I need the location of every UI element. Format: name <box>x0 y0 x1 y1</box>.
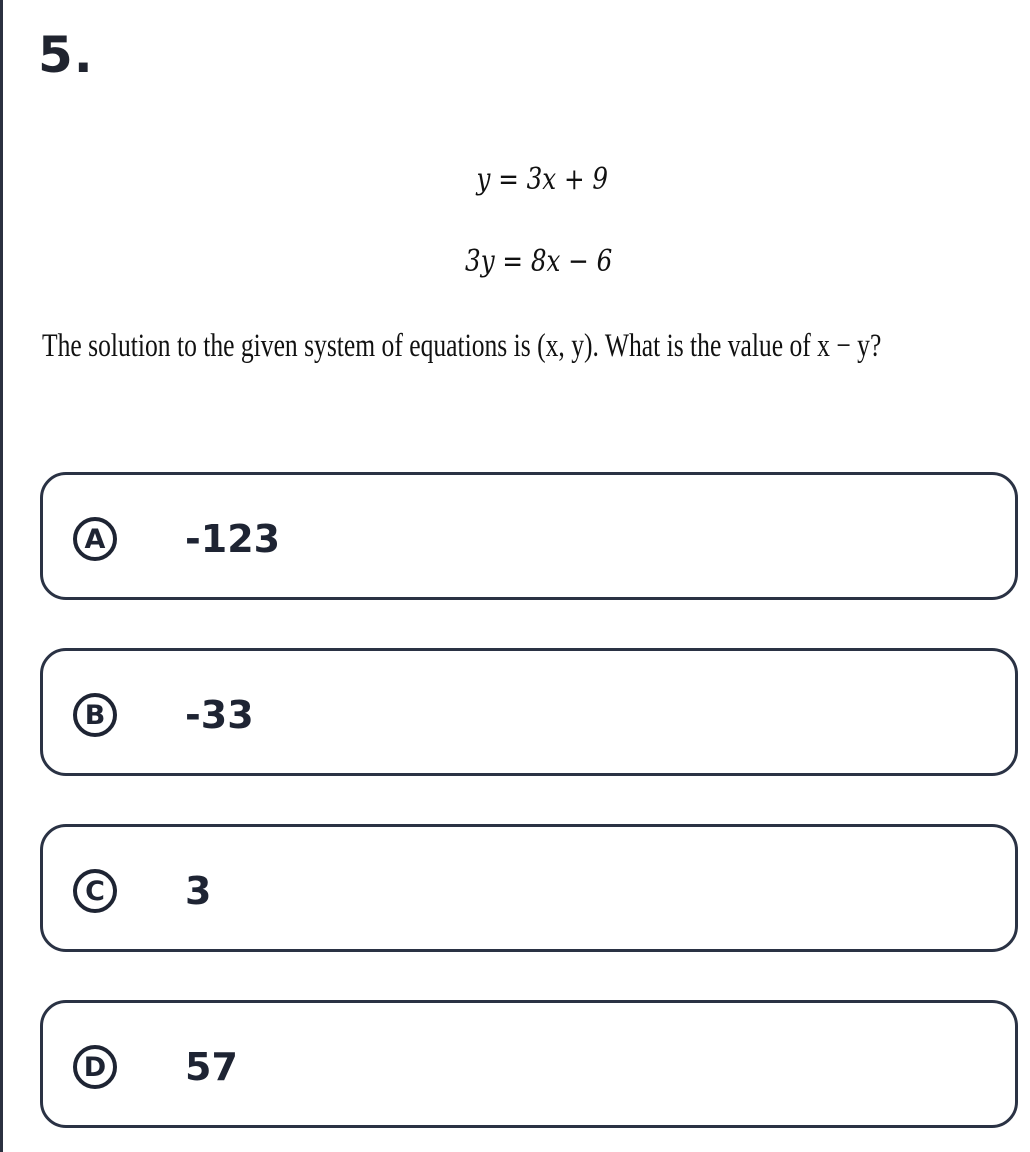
choice-letter-c: C <box>73 869 117 913</box>
answer-choice-d[interactable] <box>40 1000 1018 1128</box>
left-border-line <box>0 0 3 1152</box>
choice-letter-d: D <box>73 1045 117 1089</box>
choice-value-d: 57 <box>185 1045 238 1089</box>
equation-2: 3y = 8x − 6 <box>465 244 613 279</box>
choice-value-b: -33 <box>185 693 254 737</box>
answer-choice-b[interactable] <box>40 648 1018 776</box>
choice-value-c: 3 <box>185 869 212 913</box>
equation-1: y = 3x + 9 <box>476 162 609 197</box>
question-number: 5. <box>38 26 94 84</box>
answer-choice-a[interactable] <box>40 472 1018 600</box>
choice-value-a: -123 <box>185 517 281 561</box>
question-prompt: The solution to the given system of equations is (x, y). What is the value of x − y? <box>42 328 882 364</box>
answer-choice-c[interactable] <box>40 824 1018 952</box>
choice-letter-a: A <box>73 517 117 561</box>
choice-letter-b: B <box>73 693 117 737</box>
